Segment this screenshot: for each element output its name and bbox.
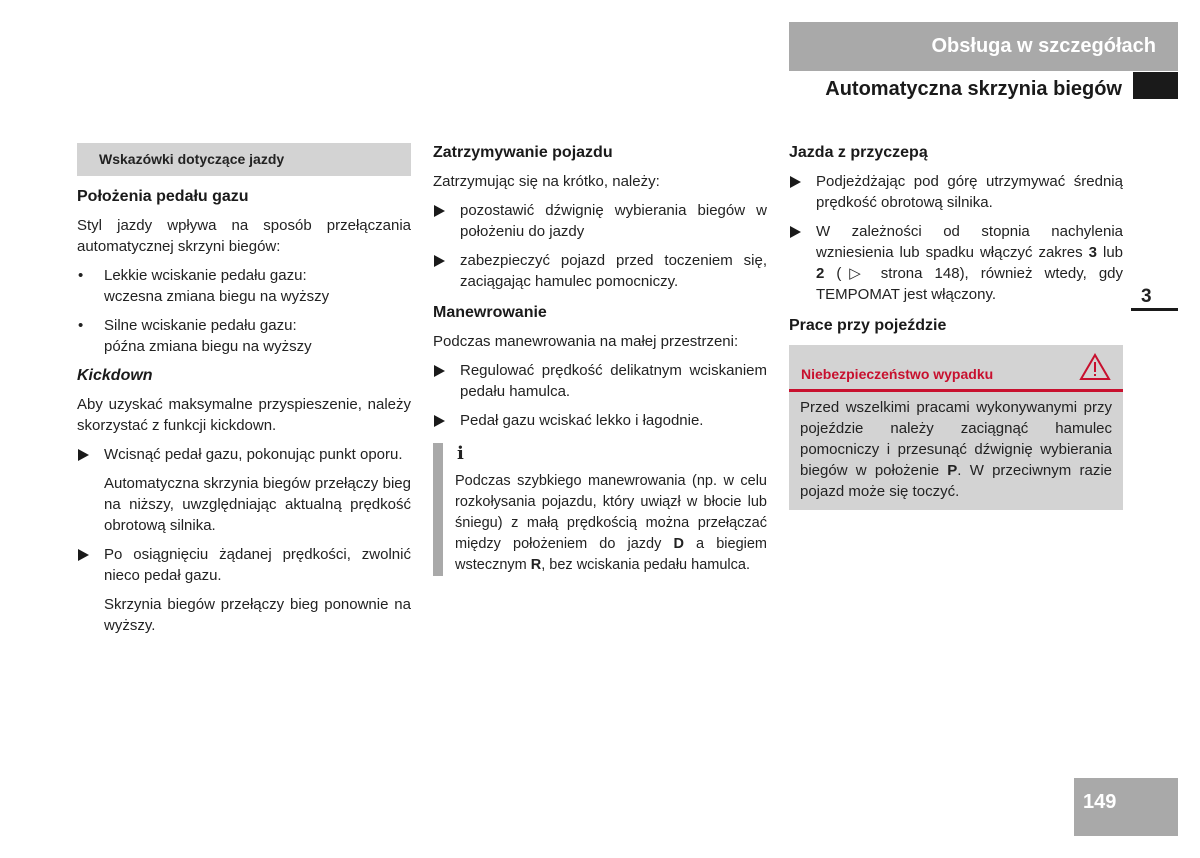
- warning-box: [789, 345, 1123, 510]
- warning-triangle-icon: [1079, 353, 1111, 381]
- bullet-line: wczesna zmiana biegu na wyższy: [104, 288, 330, 305]
- step-item: [77, 444, 411, 465]
- list-item: [77, 265, 411, 307]
- page-reference-icon: ▷: [841, 265, 869, 282]
- step-text: pozostawić dźwignię wybierania biegów w położeniu do jazdy: [460, 202, 767, 240]
- subsection-title: Automatyczna skrzynia biegów: [825, 78, 1122, 100]
- step-note: Automatyczna skrzynia biegów przełączy bieg na niższy, uwzględniając aktualną prędkość obrotową silnika.: [104, 475, 411, 534]
- arrow-icon: [790, 226, 801, 238]
- step-text-part: lub: [1096, 244, 1124, 261]
- step-text: zabezpieczyć pojazd przed toczeniem się, zaciągając hamulec pomocniczy.: [460, 252, 767, 290]
- heading-trailer: Jazda z przyczepą: [789, 144, 928, 161]
- gear-d: D: [673, 536, 684, 552]
- paragraph-stopping: Zatrzymując się na krótko, należy:: [433, 173, 660, 190]
- arrow-icon: [78, 449, 89, 461]
- chapter-tab: 3: [1131, 282, 1178, 311]
- step-text: Pedał gazu wciskać lekko i łagodnie.: [460, 412, 704, 429]
- arrow-icon: [790, 176, 801, 188]
- step-item: [433, 410, 767, 431]
- note-text: , bez wciskania pedału hamulca.: [541, 557, 750, 573]
- step-text: Regulować prędkość delikatnym wciskaniem pedału hamulca.: [460, 362, 767, 400]
- step-text: [816, 223, 1123, 303]
- step-text: Podjeżdżając pod górę utrzymywać średnią prędkość obrotową silnika.: [816, 173, 1123, 211]
- step-text-part: W zależności od stopnia nachylenia wzniesienia lub spadku włączyć zakres: [816, 223, 1123, 261]
- heading-vehicle-work: Prace przy pojeździe: [789, 317, 947, 334]
- gear-p: P: [947, 462, 958, 479]
- range-3: 3: [1088, 244, 1097, 261]
- warning-body: [789, 392, 1123, 510]
- arrow-icon: [78, 549, 89, 561]
- range-2: 2: [816, 265, 825, 282]
- warning-text-part: Przed wszelkimi pracami wykonywanymi przy pojeździe należy zaciągnąć hamulec pomocniczy i przesunąć dźwignię wybierania biegów w położenie: [800, 399, 1112, 479]
- step-text: Po osiągnięciu żądanej prędkości, zwolnić nieco pedał gazu.: [104, 546, 411, 584]
- paragraph-pedal: Styl jazdy wpływa na sposób przełączania automatycznej skrzyni biegów:: [77, 217, 411, 255]
- step-text-part: (: [824, 265, 842, 282]
- note-text: Podczas szybkiego manewrowania (np. w celu rozkołysania pojazdu, który uwiązł w błocie lub śniegu) z małą prędkością można przełączać między położeniem do jazdy: [455, 473, 767, 552]
- step-text: Wcisnąć pedał gazu, pokonując punkt oporu.: [104, 446, 403, 463]
- page-number: 149: [1074, 778, 1178, 836]
- paragraph-maneuvering: Podczas manewrowania na małej przestrzeni:: [433, 333, 739, 350]
- header-marker: [1133, 72, 1178, 99]
- column-2: [433, 142, 767, 576]
- bullet-line: późna zmiana biegu na wyższy: [104, 338, 312, 355]
- warning-title: Niebezpieczeństwo wypadku: [801, 366, 994, 382]
- step-text-part: strona 148), również wtedy, gdy TEMPOMAT jest włączony.: [816, 265, 1124, 303]
- arrow-icon: [434, 415, 445, 427]
- warning-header: [789, 345, 1123, 392]
- step-item: [77, 544, 411, 586]
- heading-stopping: Zatrzymywanie pojazdu: [433, 144, 613, 161]
- heading-pedal-positions: Położenia pedału gazu: [77, 188, 249, 205]
- warning-text-part: . W przeciwnym razie pojazd może się toczyć.: [800, 462, 1112, 500]
- shaded-heading: Wskazówki dotyczące jazdy: [77, 143, 411, 176]
- info-icon: i: [457, 443, 464, 464]
- bullet-line: • Silne wciskanie pedału gazu:: [104, 317, 297, 334]
- section-title: Obsługa w szczegółach: [931, 35, 1156, 57]
- arrow-icon: [434, 205, 445, 217]
- step-item: [789, 221, 1123, 305]
- paragraph-kickdown: Aby uzyskać maksymalne przyspieszenie, należy skorzystać z funkcji kickdown.: [77, 396, 411, 434]
- step-item: [433, 360, 767, 402]
- step-item: [789, 171, 1123, 213]
- step-note: Skrzynia biegów przełączy bieg ponownie na wyższy.: [104, 596, 411, 634]
- gear-r: R: [530, 557, 542, 573]
- arrow-icon: [434, 255, 445, 267]
- warning-text: [800, 397, 1112, 502]
- arrow-icon: [434, 365, 445, 377]
- note-text: a biegiem wstecznym: [455, 536, 767, 573]
- info-note-text: [455, 471, 767, 576]
- heading-maneuvering: Manewrowanie: [433, 304, 547, 321]
- step-item: [433, 200, 767, 242]
- info-note: [433, 443, 767, 576]
- list-item: [77, 315, 411, 357]
- column-3: [789, 142, 1123, 510]
- header-section-box: [789, 22, 1178, 71]
- step-item: [433, 250, 767, 292]
- column-1: [77, 138, 411, 636]
- bullet-line: • Lekkie wciskanie pedału gazu:: [104, 267, 307, 284]
- heading-kickdown: Kickdown: [77, 367, 153, 384]
